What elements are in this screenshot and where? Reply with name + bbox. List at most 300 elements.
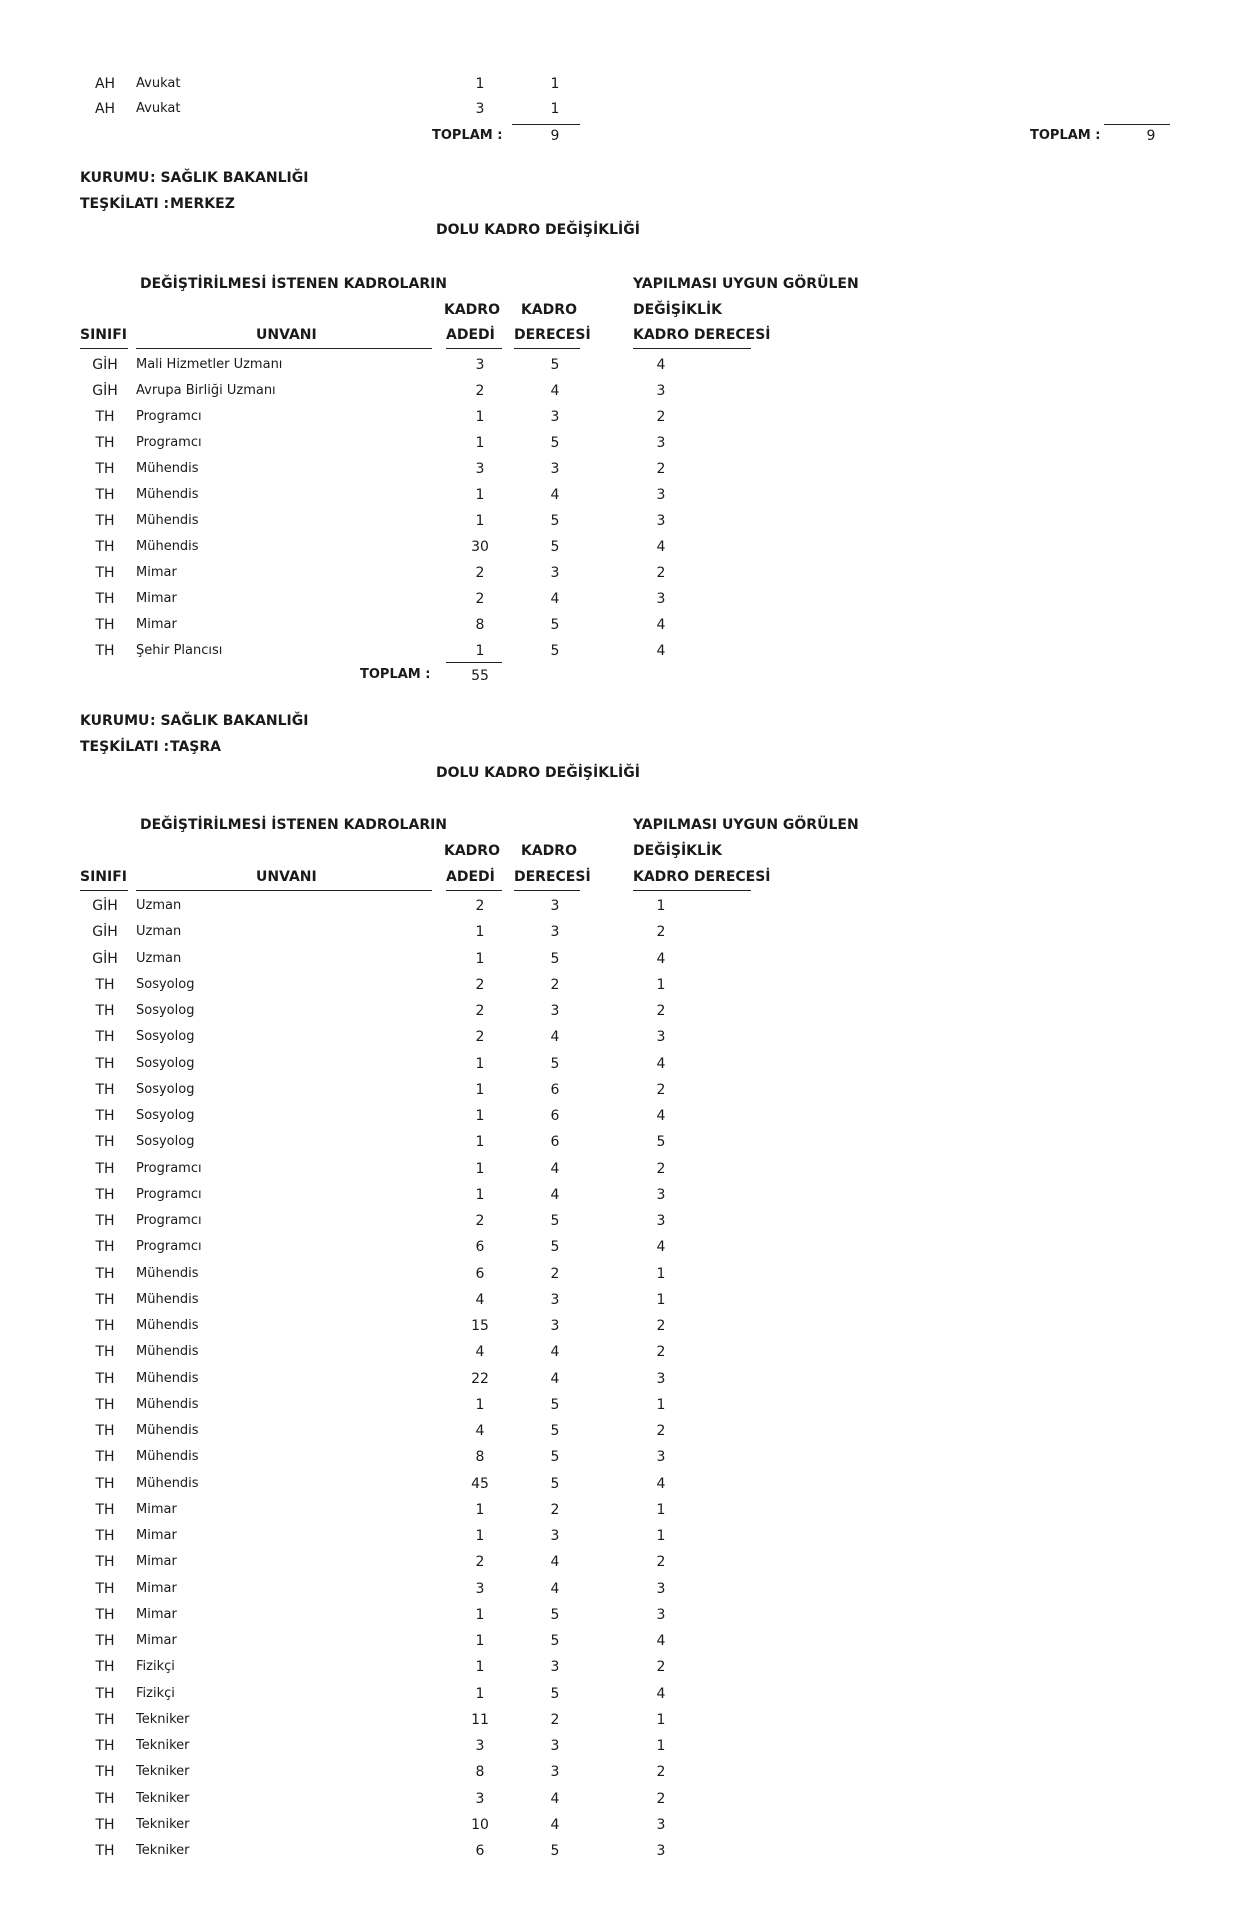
tasra-yeni-derece-cell: 4: [656, 1108, 666, 1124]
tasra-sinif-cell: TH: [95, 1633, 115, 1649]
merkez-header-underline-kadro-derecesi: [633, 348, 751, 349]
merkez-yeni-derece-cell: 3: [656, 383, 666, 399]
tasra-header-kadro-2: KADRO: [521, 843, 577, 859]
merkez-unvan-cell: Mühendis: [136, 539, 199, 554]
tasra-yeni-derece-cell: 2: [656, 1318, 666, 1334]
tasra-sinif-cell: TH: [95, 1055, 115, 1072]
tasra-yeni-derece-cell: 3: [656, 1843, 666, 1859]
tasra-unvan-cell: Sosyolog: [136, 976, 195, 992]
tasra-unvan-cell: Uzman: [136, 950, 182, 966]
tasra-sinif-cell: TH: [95, 1554, 115, 1571]
tasra-yeni-derece-cell: 4: [656, 950, 666, 967]
tasra-derece-cell: 5: [550, 1055, 560, 1072]
merkez-adet-cell: 1: [475, 409, 485, 425]
tasra-adet-cell: 2: [475, 1029, 485, 1046]
top-sinif-cell: AH: [94, 101, 116, 117]
tasra-derece-cell: 6: [550, 1108, 560, 1124]
top-toplam-label: TOPLAM :: [432, 128, 503, 143]
merkez-header-sinifi: SINIFI: [80, 327, 127, 343]
merkez-derece-cell: 4: [550, 487, 560, 503]
tasra-header-underline-sinifi: [80, 890, 128, 891]
merkez-unvan-cell: Mimar: [136, 565, 177, 580]
merkez-sinif-cell: GİH: [92, 357, 118, 373]
tasra-derece-cell: 5: [550, 1685, 560, 1702]
merkez-yeni-derece-cell: 4: [656, 643, 666, 659]
tasra-header-kadro-derecesi: KADRO DERECESİ: [633, 869, 771, 885]
tasra-unvan-cell: Programcı: [136, 1160, 202, 1176]
tasra-header-underline-kadro-derecesi: [633, 890, 751, 891]
tasra-unvan-cell: Uzman: [136, 898, 182, 913]
tasra-unvan-cell: Mimar: [136, 1528, 177, 1543]
tasra-sinif-cell: TH: [95, 1081, 115, 1098]
merkez-header-kadro-2: KADRO: [521, 302, 577, 318]
tasra-unvan-cell: Mühendis: [136, 1265, 199, 1281]
merkez-toplam-value: 55: [471, 668, 489, 684]
tasra-yeni-derece-cell: 1: [656, 1501, 666, 1518]
tasra-adet-cell: 1: [475, 1055, 485, 1072]
tasra-yeni-derece-cell: 3: [656, 1370, 666, 1387]
tasra-adet-cell: 1: [475, 1186, 485, 1203]
tasra-header-underline-derecesi: [514, 890, 580, 891]
merkez-adet-cell: 1: [475, 435, 485, 451]
merkez-adet-cell: 2: [475, 383, 485, 399]
tasra-derece-cell: 2: [550, 1501, 560, 1518]
merkez-kurumu-label: KURUMU: [80, 170, 150, 186]
tasra-derece-cell: 4: [550, 1186, 560, 1203]
tasra-unvan-cell: Tekniker: [136, 1711, 190, 1727]
tasra-sinif-cell: TH: [95, 1711, 115, 1728]
tasra-adet-cell: 2: [475, 1213, 485, 1229]
tasra-derece-cell: 5: [550, 1633, 560, 1649]
right-sum-line: [1104, 124, 1170, 125]
merkez-derece-cell: 4: [550, 591, 560, 607]
merkez-yeni-derece-cell: 3: [656, 435, 666, 451]
tasra-yeni-derece-cell: 2: [656, 1344, 666, 1361]
tasra-header-left-group: DEĞİŞTİRİLMESİ İSTENEN KADROLARIN: [140, 817, 448, 833]
tasra-derece-cell: 3: [550, 1003, 560, 1019]
tasra-sinif-cell: TH: [95, 1370, 115, 1387]
tasra-kurumu-value: : SAĞLIK BAKANLIĞI: [150, 713, 309, 729]
merkez-header-left-group: DEĞİŞTİRİLMESİ İSTENEN KADROLARIN: [140, 276, 448, 292]
tasra-unvan-cell: Mühendis: [136, 1475, 199, 1491]
merkez-unvan-cell: Mimar: [136, 591, 177, 606]
merkez-header-underline-sinifi: [80, 348, 128, 349]
tasra-adet-cell: 1: [475, 1633, 485, 1649]
top-adet-cell: 3: [475, 101, 485, 117]
tasra-derece-cell: 4: [550, 1554, 560, 1571]
tasra-adet-cell: 1: [475, 1659, 485, 1676]
merkez-teskilati-value: MERKEZ: [170, 196, 235, 212]
merkez-yeni-derece-cell: 2: [656, 461, 666, 477]
tasra-yeni-derece-cell: 4: [656, 1475, 666, 1492]
tasra-unvan-cell: Mühendis: [136, 1423, 199, 1438]
tasra-sinif-cell: TH: [95, 976, 115, 993]
tasra-derece-cell: 4: [550, 1370, 560, 1387]
tasra-unvan-cell: Uzman: [136, 924, 182, 940]
tasra-yeni-derece-cell: 4: [656, 1633, 666, 1649]
merkez-unvan-cell: Mühendis: [136, 461, 199, 476]
merkez-yeni-derece-cell: 3: [656, 591, 666, 607]
tasra-yeni-derece-cell: 3: [656, 1186, 666, 1203]
top-sum-line: [512, 124, 580, 125]
tasra-adet-cell: 2: [475, 1003, 485, 1019]
tasra-unvan-cell: Mimar: [136, 1606, 177, 1622]
tasra-adet-cell: 1: [475, 1134, 485, 1151]
merkez-derece-cell: 3: [550, 461, 560, 477]
merkez-sinif-cell: TH: [95, 513, 115, 529]
merkez-sinif-cell: TH: [95, 461, 115, 477]
merkez-sinif-cell: TH: [95, 591, 115, 607]
tasra-adet-cell: 4: [475, 1291, 485, 1308]
tasra-sinif-cell: TH: [95, 1160, 115, 1177]
tasra-sinif-cell: TH: [95, 1790, 115, 1807]
merkez-unvan-cell: Programcı: [136, 409, 202, 424]
merkez-header-degisiklik: DEĞİŞİKLİK: [633, 302, 723, 318]
tasra-adet-cell: 11: [471, 1711, 489, 1728]
tasra-yeni-derece-cell: 1: [656, 1711, 666, 1728]
tasra-adet-cell: 8: [475, 1449, 485, 1466]
tasra-yeni-derece-cell: 2: [656, 1659, 666, 1676]
tasra-derece-cell: 3: [550, 898, 560, 914]
merkez-sinif-cell: TH: [95, 435, 115, 451]
tasra-derece-cell: 3: [550, 1291, 560, 1308]
merkez-derece-cell: 3: [550, 409, 560, 425]
tasra-sinif-cell: TH: [95, 1764, 115, 1781]
tasra-derece-cell: 3: [550, 1738, 560, 1754]
tasra-yeni-derece-cell: 2: [656, 1790, 666, 1807]
tasra-derece-cell: 5: [550, 1449, 560, 1466]
merkez-unvan-cell: Mali Hizmetler Uzmanı: [136, 357, 283, 372]
merkez-derece-cell: 5: [550, 617, 560, 633]
tasra-header-unvani: UNVANI: [256, 869, 317, 885]
tasra-sinif-cell: TH: [95, 1396, 115, 1413]
tasra-unvan-cell: Mühendis: [136, 1291, 199, 1307]
tasra-derece-cell: 3: [550, 1764, 560, 1781]
tasra-adet-cell: 1: [475, 1685, 485, 1702]
tasra-kurumu-label: KURUMU: [80, 713, 150, 729]
tasra-sinif-cell: TH: [95, 1606, 115, 1623]
tasra-sinif-cell: TH: [95, 1816, 115, 1833]
top-adet-cell: 1: [475, 76, 485, 92]
tasra-sinif-cell: TH: [95, 1501, 115, 1518]
merkez-yeni-derece-cell: 2: [656, 409, 666, 425]
merkez-derece-cell: 3: [550, 565, 560, 581]
merkez-header-underline-unvani: [136, 348, 432, 349]
tasra-sinif-cell: GİH: [92, 950, 118, 967]
tasra-yeni-derece-cell: 3: [656, 1580, 666, 1597]
tasra-adet-cell: 8: [475, 1764, 485, 1781]
merkez-sinif-cell: TH: [95, 643, 115, 659]
tasra-derece-cell: 4: [550, 1029, 560, 1046]
tasra-adet-cell: 1: [475, 1108, 485, 1124]
tasra-unvan-cell: Mimar: [136, 1580, 177, 1596]
tasra-sinif-cell: TH: [95, 1423, 115, 1439]
merkez-header-kadro-derecesi: KADRO DERECESİ: [633, 327, 771, 343]
merkez-adet-cell: 1: [475, 513, 485, 529]
tasra-yeni-derece-cell: 2: [656, 1081, 666, 1098]
tasra-sinif-cell: TH: [95, 1265, 115, 1282]
tasra-unvan-cell: Mimar: [136, 1554, 177, 1570]
tasra-unvan-cell: Fizikçi: [136, 1685, 175, 1701]
tasra-adet-cell: 45: [471, 1475, 489, 1492]
tasra-unvan-cell: Programcı: [136, 1213, 202, 1228]
right-toplam-value: 9: [1146, 128, 1156, 144]
tasra-derece-cell: 3: [550, 1318, 560, 1334]
tasra-unvan-cell: Programcı: [136, 1239, 202, 1255]
merkez-adet-cell: 1: [475, 487, 485, 503]
tasra-adet-cell: 4: [475, 1344, 485, 1361]
merkez-yeni-derece-cell: 4: [656, 617, 666, 633]
tasra-yeni-derece-cell: 2: [656, 1003, 666, 1019]
tasra-yeni-derece-cell: 3: [656, 1449, 666, 1466]
tasra-derece-cell: 6: [550, 1134, 560, 1151]
merkez-sinif-cell: TH: [95, 409, 115, 425]
merkez-header-derecesi: DERECESİ: [514, 327, 591, 343]
tasra-adet-cell: 1: [475, 1396, 485, 1413]
merkez-unvan-cell: Mühendis: [136, 513, 199, 528]
tasra-teskilati-value: TAŞRA: [170, 739, 221, 755]
tasra-derece-cell: 3: [550, 1659, 560, 1676]
tasra-sinif-cell: GİH: [92, 898, 118, 914]
tasra-unvan-cell: Mühendis: [136, 1318, 199, 1333]
merkez-adet-cell: 3: [475, 461, 485, 477]
merkez-section-title: DOLU KADRO DEĞİŞİKLİĞİ: [436, 222, 640, 238]
merkez-sinif-cell: TH: [95, 539, 115, 555]
tasra-derece-cell: 4: [550, 1344, 560, 1361]
tasra-sinif-cell: TH: [95, 1475, 115, 1492]
merkez-unvan-cell: Mimar: [136, 617, 177, 632]
merkez-derece-cell: 5: [550, 513, 560, 529]
top-toplam-value: 9: [550, 128, 560, 144]
merkez-kurumu-value: : SAĞLIK BAKANLIĞI: [150, 170, 309, 186]
tasra-derece-cell: 4: [550, 1160, 560, 1177]
tasra-unvan-cell: Tekniker: [136, 1816, 190, 1832]
tasra-adet-cell: 22: [471, 1370, 489, 1387]
merkez-header-adedi: ADEDİ: [446, 327, 495, 343]
tasra-sinif-cell: TH: [95, 1659, 115, 1676]
right-toplam-label: TOPLAM :: [1030, 128, 1101, 143]
tasra-sinif-cell: TH: [95, 1685, 115, 1702]
tasra-adet-cell: 1: [475, 924, 485, 941]
tasra-unvan-cell: Tekniker: [136, 1843, 190, 1858]
tasra-derece-cell: 3: [550, 924, 560, 941]
tasra-adet-cell: 4: [475, 1423, 485, 1439]
tasra-sinif-cell: TH: [95, 1449, 115, 1466]
merkez-adet-cell: 8: [475, 617, 485, 633]
merkez-sum-line: [446, 662, 502, 663]
tasra-header-right-group: YAPILMASI UYGUN GÖRÜLEN: [633, 817, 859, 833]
tasra-unvan-cell: Sosyolog: [136, 1134, 195, 1150]
tasra-yeni-derece-cell: 3: [656, 1029, 666, 1046]
merkez-yeni-derece-cell: 4: [656, 539, 666, 555]
tasra-yeni-derece-cell: 4: [656, 1685, 666, 1702]
merkez-adet-cell: 30: [471, 539, 489, 555]
merkez-yeni-derece-cell: 2: [656, 565, 666, 581]
tasra-derece-cell: 5: [550, 1475, 560, 1492]
tasra-sinif-cell: TH: [95, 1738, 115, 1754]
tasra-adet-cell: 6: [475, 1843, 485, 1859]
merkez-yeni-derece-cell: 3: [656, 513, 666, 529]
tasra-adet-cell: 15: [471, 1318, 489, 1334]
tasra-unvan-cell: Mimar: [136, 1501, 177, 1517]
tasra-yeni-derece-cell: 3: [656, 1606, 666, 1623]
tasra-derece-cell: 5: [550, 1843, 560, 1859]
tasra-sinif-cell: TH: [95, 1318, 115, 1334]
merkez-adet-cell: 2: [475, 565, 485, 581]
merkez-adet-cell: 1: [475, 643, 485, 659]
tasra-unvan-cell: Mühendis: [136, 1396, 199, 1412]
tasra-yeni-derece-cell: 4: [656, 1239, 666, 1256]
tasra-yeni-derece-cell: 1: [656, 898, 666, 914]
tasra-yeni-derece-cell: 2: [656, 924, 666, 941]
tasra-yeni-derece-cell: 5: [656, 1134, 666, 1151]
tasra-yeni-derece-cell: 2: [656, 1160, 666, 1177]
tasra-adet-cell: 1: [475, 1606, 485, 1623]
tasra-adet-cell: 2: [475, 1554, 485, 1571]
merkez-derece-cell: 4: [550, 383, 560, 399]
merkez-sinif-cell: TH: [95, 617, 115, 633]
tasra-adet-cell: 10: [471, 1816, 489, 1833]
tasra-derece-cell: 2: [550, 1265, 560, 1282]
merkez-adet-cell: 3: [475, 357, 485, 373]
tasra-derece-cell: 4: [550, 1790, 560, 1807]
merkez-toplam-label: TOPLAM :: [360, 667, 431, 682]
merkez-yeni-derece-cell: 3: [656, 487, 666, 503]
top-sinif-cell: AH: [94, 76, 116, 92]
tasra-adet-cell: 3: [475, 1580, 485, 1597]
tasra-adet-cell: 3: [475, 1790, 485, 1807]
merkez-sinif-cell: TH: [95, 487, 115, 503]
tasra-sinif-cell: TH: [95, 1003, 115, 1019]
merkez-unvan-cell: Programcı: [136, 435, 202, 450]
tasra-sinif-cell: TH: [95, 1291, 115, 1308]
tasra-yeni-derece-cell: 2: [656, 1554, 666, 1571]
merkez-header-underline-adedi: [446, 348, 502, 349]
tasra-unvan-cell: Sosyolog: [136, 1029, 195, 1045]
tasra-adet-cell: 1: [475, 1160, 485, 1177]
tasra-sinif-cell: TH: [95, 1213, 115, 1229]
tasra-derece-cell: 5: [550, 1213, 560, 1229]
tasra-sinif-cell: TH: [95, 1528, 115, 1544]
tasra-sinif-cell: TH: [95, 1344, 115, 1361]
tasra-sinif-cell: TH: [95, 1186, 115, 1203]
tasra-sinif-cell: TH: [95, 1580, 115, 1597]
tasra-unvan-cell: Sosyolog: [136, 1055, 195, 1071]
tasra-sinif-cell: GİH: [92, 924, 118, 941]
merkez-derece-cell: 5: [550, 643, 560, 659]
tasra-header-derecesi: DERECESİ: [514, 869, 591, 885]
top-unvan-cell: Avukat: [136, 101, 181, 116]
merkez-adet-cell: 2: [475, 591, 485, 607]
merkez-header-unvani: UNVANI: [256, 327, 317, 343]
merkez-sinif-cell: TH: [95, 565, 115, 581]
tasra-adet-cell: 2: [475, 976, 485, 993]
tasra-unvan-cell: Sosyolog: [136, 1108, 195, 1123]
tasra-adet-cell: 1: [475, 950, 485, 967]
tasra-unvan-cell: Programcı: [136, 1186, 202, 1202]
tasra-yeni-derece-cell: 2: [656, 1423, 666, 1439]
tasra-unvan-cell: Fizikçi: [136, 1659, 175, 1675]
tasra-adet-cell: 3: [475, 1738, 485, 1754]
merkez-teskilati-label: TEŞKİLATI :: [80, 196, 170, 212]
tasra-derece-cell: 5: [550, 1423, 560, 1439]
tasra-yeni-derece-cell: 1: [656, 1396, 666, 1413]
tasra-sinif-cell: TH: [95, 1134, 115, 1151]
tasra-sinif-cell: TH: [95, 1239, 115, 1256]
top-unvan-cell: Avukat: [136, 76, 181, 91]
tasra-sinif-cell: TH: [95, 1843, 115, 1859]
tasra-yeni-derece-cell: 2: [656, 1764, 666, 1781]
merkez-derece-cell: 5: [550, 357, 560, 373]
tasra-yeni-derece-cell: 1: [656, 1738, 666, 1754]
tasra-unvan-cell: Tekniker: [136, 1790, 190, 1806]
tasra-header-degisiklik: DEĞİŞİKLİK: [633, 843, 723, 859]
tasra-derece-cell: 4: [550, 1580, 560, 1597]
top-derece-cell: 1: [550, 76, 560, 92]
tasra-derece-cell: 5: [550, 1239, 560, 1256]
top-derece-cell: 1: [550, 101, 560, 117]
tasra-yeni-derece-cell: 3: [656, 1213, 666, 1229]
tasra-unvan-cell: Tekniker: [136, 1738, 190, 1753]
tasra-derece-cell: 6: [550, 1081, 560, 1098]
tasra-adet-cell: 1: [475, 1081, 485, 1098]
tasra-adet-cell: 6: [475, 1265, 485, 1282]
tasra-derece-cell: 2: [550, 976, 560, 993]
tasra-adet-cell: 1: [475, 1501, 485, 1518]
tasra-section-title: DOLU KADRO DEĞİŞİKLİĞİ: [436, 765, 640, 781]
tasra-adet-cell: 1: [475, 1528, 485, 1544]
merkez-derece-cell: 5: [550, 539, 560, 555]
merkez-header-underline-derecesi: [514, 348, 580, 349]
tasra-derece-cell: 2: [550, 1711, 560, 1728]
tasra-derece-cell: 5: [550, 1606, 560, 1623]
tasra-teskilati-label: TEŞKİLATI :: [80, 739, 170, 755]
merkez-derece-cell: 5: [550, 435, 560, 451]
tasra-yeni-derece-cell: 3: [656, 1816, 666, 1833]
tasra-header-kadro-1: KADRO: [444, 843, 500, 859]
tasra-unvan-cell: Sosyolog: [136, 1081, 195, 1097]
merkez-yeni-derece-cell: 4: [656, 357, 666, 373]
merkez-header-kadro-1: KADRO: [444, 302, 500, 318]
merkez-unvan-cell: Avrupa Birliği Uzmanı: [136, 383, 276, 398]
tasra-header-sinifi: SINIFI: [80, 869, 127, 885]
tasra-derece-cell: 4: [550, 1816, 560, 1833]
tasra-adet-cell: 6: [475, 1239, 485, 1256]
merkez-unvan-cell: Şehir Plancısı: [136, 643, 223, 658]
tasra-derece-cell: 5: [550, 950, 560, 967]
tasra-unvan-cell: Mühendis: [136, 1344, 199, 1360]
merkez-unvan-cell: Mühendis: [136, 487, 199, 502]
tasra-unvan-cell: Sosyolog: [136, 1003, 195, 1018]
tasra-derece-cell: 3: [550, 1528, 560, 1544]
merkez-sinif-cell: GİH: [92, 383, 118, 399]
tasra-yeni-derece-cell: 1: [656, 1528, 666, 1544]
merkez-header-right-group: YAPILMASI UYGUN GÖRÜLEN: [633, 276, 859, 292]
tasra-unvan-cell: Mühendis: [136, 1449, 199, 1465]
tasra-yeni-derece-cell: 1: [656, 1265, 666, 1282]
tasra-adet-cell: 2: [475, 898, 485, 914]
tasra-unvan-cell: Mimar: [136, 1633, 177, 1648]
tasra-derece-cell: 5: [550, 1396, 560, 1413]
tasra-sinif-cell: TH: [95, 1029, 115, 1046]
tasra-header-underline-unvani: [136, 890, 432, 891]
tasra-sinif-cell: TH: [95, 1108, 115, 1124]
tasra-yeni-derece-cell: 1: [656, 1291, 666, 1308]
tasra-yeni-derece-cell: 4: [656, 1055, 666, 1072]
tasra-unvan-cell: Mühendis: [136, 1370, 199, 1386]
tasra-header-adedi: ADEDİ: [446, 869, 495, 885]
tasra-unvan-cell: Tekniker: [136, 1764, 190, 1780]
